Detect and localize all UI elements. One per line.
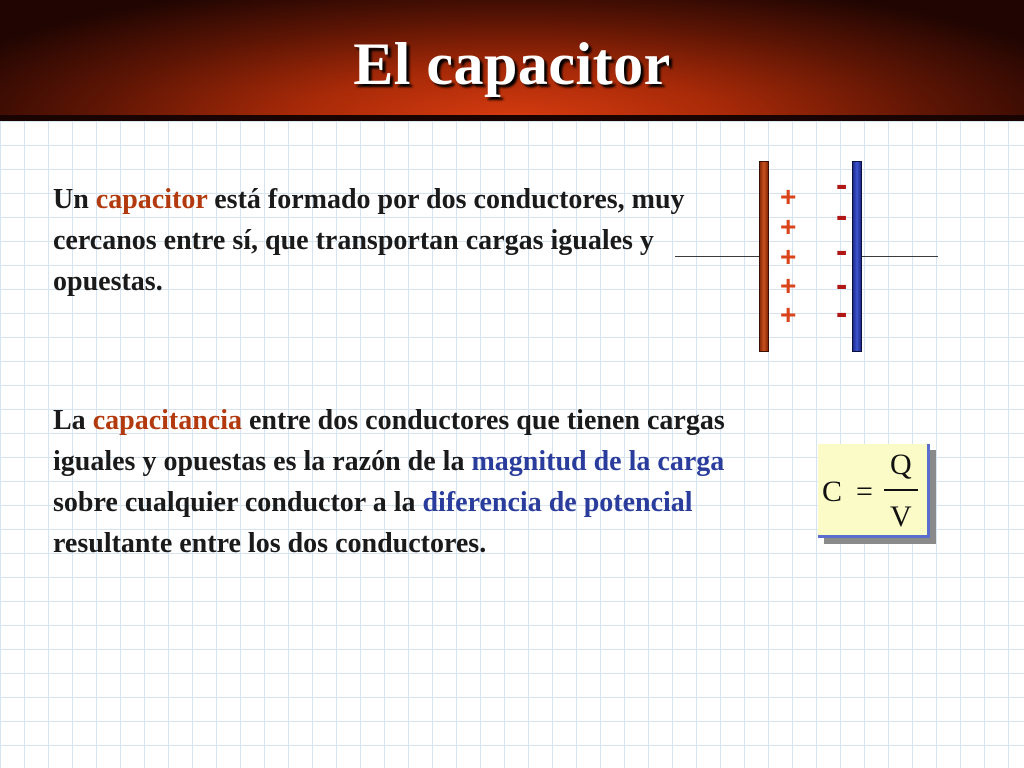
positive-plate	[759, 161, 769, 352]
capacitor-definition	[53, 179, 693, 302]
formula-capacitance-symbol: C	[822, 475, 843, 508]
plus-sign: +	[780, 299, 797, 330]
definition-text: La	[53, 405, 93, 436]
title-bar	[0, 0, 1024, 121]
formula-voltage-symbol: V	[890, 500, 912, 533]
capacitance-definition	[53, 400, 793, 564]
definition-text: está formado por dos conductores, muy cercanos entre sí, que transportan cargas iguales y opuestas.	[53, 184, 685, 297]
keyword-magnitud-carga: magnitud de la carga	[471, 446, 725, 477]
definition-text: entre dos conductores que tienen cargas iguales y opuestas es la razón de la	[53, 405, 725, 477]
keyword-capacitancia: capacitancia	[92, 405, 242, 436]
formula-charge-symbol: Q	[890, 448, 912, 481]
minus-sign: -	[836, 232, 848, 270]
plus-sign: +	[780, 211, 797, 242]
definition-text: sobre cualquier conductor a la	[53, 487, 423, 518]
plus-sign: +	[780, 241, 797, 272]
negative-plate	[852, 161, 862, 352]
keyword-diferencia-potencial: diferencia de potencial	[422, 487, 693, 518]
keyword-capacitor: capacitor	[95, 184, 208, 215]
definition-text: resultante entre los dos conductores.	[53, 528, 487, 559]
plus-sign: +	[780, 181, 797, 212]
formula-equals-sign: =	[856, 475, 873, 508]
slide-title: El capacitor	[353, 31, 671, 97]
minus-sign: -	[836, 166, 848, 204]
plus-sign: +	[780, 270, 797, 301]
right-wire	[862, 256, 938, 257]
fraction-bar	[884, 489, 918, 491]
minus-sign: -	[836, 266, 848, 304]
definition-text: Un	[53, 184, 96, 215]
minus-sign: -	[836, 294, 848, 332]
minus-sign: -	[836, 197, 848, 235]
capacitance-formula	[818, 444, 930, 538]
left-wire	[675, 256, 761, 257]
